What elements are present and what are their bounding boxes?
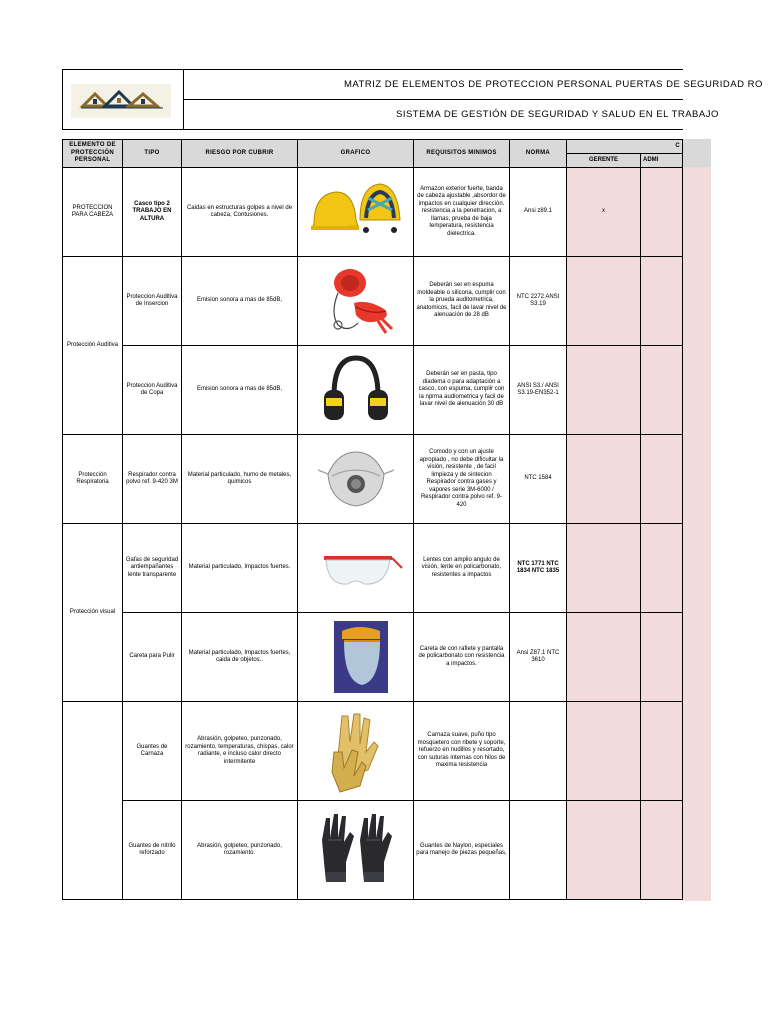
- table-row: [63, 702, 683, 801]
- cell-riesgo: Abrasión, golpeteo, punzonado, rozamiento.: [182, 801, 298, 900]
- cell-tipo: Gafas de seguridad antiempañantes lente transparente: [123, 524, 182, 613]
- cell-tipo: Casco tipo 2 TRABAJO EN ALTURA: [123, 168, 182, 257]
- cell-gerente: [567, 435, 641, 524]
- col-header-norma: NORMA: [510, 140, 567, 168]
- cell-elemento: Protección visual: [63, 524, 123, 702]
- company-logo: [63, 70, 184, 129]
- cell-elemento: PROTECCION PARA CABEZA: [63, 168, 123, 257]
- table-row: [63, 435, 683, 524]
- cell-riesgo: Material particulado, Impactos fuertes, caida de objetos..: [182, 613, 298, 702]
- table-row: [63, 346, 683, 435]
- col-header-riesgo: RIESGO POR CUBRIR: [182, 140, 298, 168]
- earplugs-image: [298, 257, 414, 346]
- document-header: [62, 69, 763, 130]
- cell-riesgo: Caidas en estructuras golpes a nivel de cabeza, Contusiones.: [182, 168, 298, 257]
- cell-requisitos: Guantes de Naylon, especiales para manejo de piezas pequeñas,: [414, 801, 510, 900]
- cell-gerente: [567, 524, 641, 613]
- cell-norma: NTC 1584: [510, 435, 567, 524]
- nitrile-gloves-image: [298, 801, 414, 900]
- cell-gerente: [567, 702, 641, 801]
- cell-riesgo: Emision sonora a mas de 85dB,: [182, 257, 298, 346]
- cell-gerente: [567, 346, 641, 435]
- cell-norma: NTC 1771 NTC 1834 NTC 1835: [510, 524, 567, 613]
- cell-requisitos: Deberán ser en espuma moldeable o silicona, cumplir con la prueda auditometrica, anatomicos, facil de lavar nivel de alenuación de 28 dB: [414, 257, 510, 346]
- cell-requisitos: Carnaza suave, puño tipo mosquetero con ribete y soporte, refuerzo en nudillos y resortado, con suturas internas con hilos de maxima resistencia: [414, 702, 510, 801]
- cell-riesgo: Abrasión, golpeteo, punzonado, rozamiento, temperaturas, chispas, calor radiante, e incluso calor directo intermitente: [182, 702, 298, 801]
- leather-gloves-image: [298, 702, 414, 801]
- cell-adm: [641, 702, 683, 801]
- table-row: [63, 613, 683, 702]
- document-title: MATRIZ DE ELEMENTOS DE PROTECCION PERSONAL PUERTAS DE SEGURIDAD RO: [184, 70, 683, 100]
- col-header-adm: ADMI: [641, 154, 683, 168]
- table-row: [63, 257, 683, 346]
- cell-riesgo: Emision sonora a mas de 85dB,: [182, 346, 298, 435]
- cell-tipo: Careta para Pulir: [123, 613, 182, 702]
- cell-gerente: [567, 801, 641, 900]
- col-header-grafico: GRAFICO: [298, 140, 414, 168]
- goggles-image: [298, 524, 414, 613]
- col-header-group: C: [567, 140, 683, 154]
- faceshield-image: [298, 613, 414, 702]
- helmet-image: [298, 168, 414, 257]
- cell-requisitos: Careta de con rafiete y pantalla de policarbonato con resistencia a impactos.: [414, 613, 510, 702]
- cell-requisitos: Lentes con amplio angulo de visión, lente en policarbonato, resistentes a impactos: [414, 524, 510, 613]
- cell-norma: Ansi Z87.1 NTC 3610: [510, 613, 567, 702]
- cell-requisitos: Deberán ser en pasta, tipo diadema o para adaptación a casco, con espuma, cumplir con la nprma audiometrica y facil de lavar nivel de alenuación 30 dB: [414, 346, 510, 435]
- document-subtitle: SISTEMA DE GESTIÓN DE SEGURIDAD Y SALUD EN EL TRABAJO: [396, 109, 719, 120]
- cell-gerente: x: [567, 168, 641, 257]
- cell-elemento: Protección Respiratoria: [63, 435, 123, 524]
- cell-riesgo: Material particulado, Impactos fuertes.: [182, 524, 298, 613]
- cell-adm: [641, 801, 683, 900]
- ppe-matrix-table: [62, 139, 683, 900]
- cell-gerente: [567, 613, 641, 702]
- cell-elemento: Protección Auditiva: [63, 257, 123, 435]
- cell-requisitos: Comodo y con un ajuste apropiado , no debe dificultar la visión, resistente , de facil limpieza y de sintecion Respirador contra gases y vapores serie 3M-6000 / Respirador contra polvo ref. 9-420: [414, 435, 510, 524]
- cell-tipo: Proteccion Auditiva de Copa: [123, 346, 182, 435]
- earmuffs-image: [298, 346, 414, 435]
- table-row: [63, 524, 683, 613]
- cell-adm: [641, 613, 683, 702]
- cell-requisitos: Armazon exterior fuerte, banda de cabeza ajustable ,absordor de impactos en cualquier dirección. resistencia a la penetracion, a llamas, prueba de baja temperatura, resistencia dielectrica.: [414, 168, 510, 257]
- col-header-gerente: GERENTE: [567, 154, 641, 168]
- col-header-tipo: TIPO: [123, 140, 182, 168]
- cell-gerente: [567, 257, 641, 346]
- right-column-fill: [682, 139, 711, 901]
- cell-norma: [510, 801, 567, 900]
- respirator-image: [298, 435, 414, 524]
- cell-tipo: Proteccion Auditiva de Insercion: [123, 257, 182, 346]
- col-header-elemento: ELEMENTO DE PROTECCIÓN PERSONAL: [63, 140, 123, 168]
- table-row: [63, 801, 683, 900]
- cell-adm: [641, 524, 683, 613]
- cell-norma: Ansi z89.1: [510, 168, 567, 257]
- cell-norma: NTC 2272 ANSI S3.19: [510, 257, 567, 346]
- cell-adm: [641, 257, 683, 346]
- cell-norma: ANSI S3./ ANSI S3.19-EN352-1: [510, 346, 567, 435]
- cell-riesgo: Material particulado, humo de metales, quimicos: [182, 435, 298, 524]
- cell-adm: [641, 168, 683, 257]
- cell-tipo: Respirador contra polvo ref. 9-420 3M: [123, 435, 182, 524]
- cell-tipo: Guantes de Carnaza: [123, 702, 182, 801]
- cell-elemento: [63, 702, 123, 900]
- cell-adm: [641, 435, 683, 524]
- cell-tipo: Guantes de nitrilo reforzado: [123, 801, 182, 900]
- table-row: [63, 168, 683, 257]
- cell-adm: [641, 346, 683, 435]
- cell-norma: [510, 702, 567, 801]
- col-header-requisitos: REQUISITOS MINIMOS: [414, 140, 510, 168]
